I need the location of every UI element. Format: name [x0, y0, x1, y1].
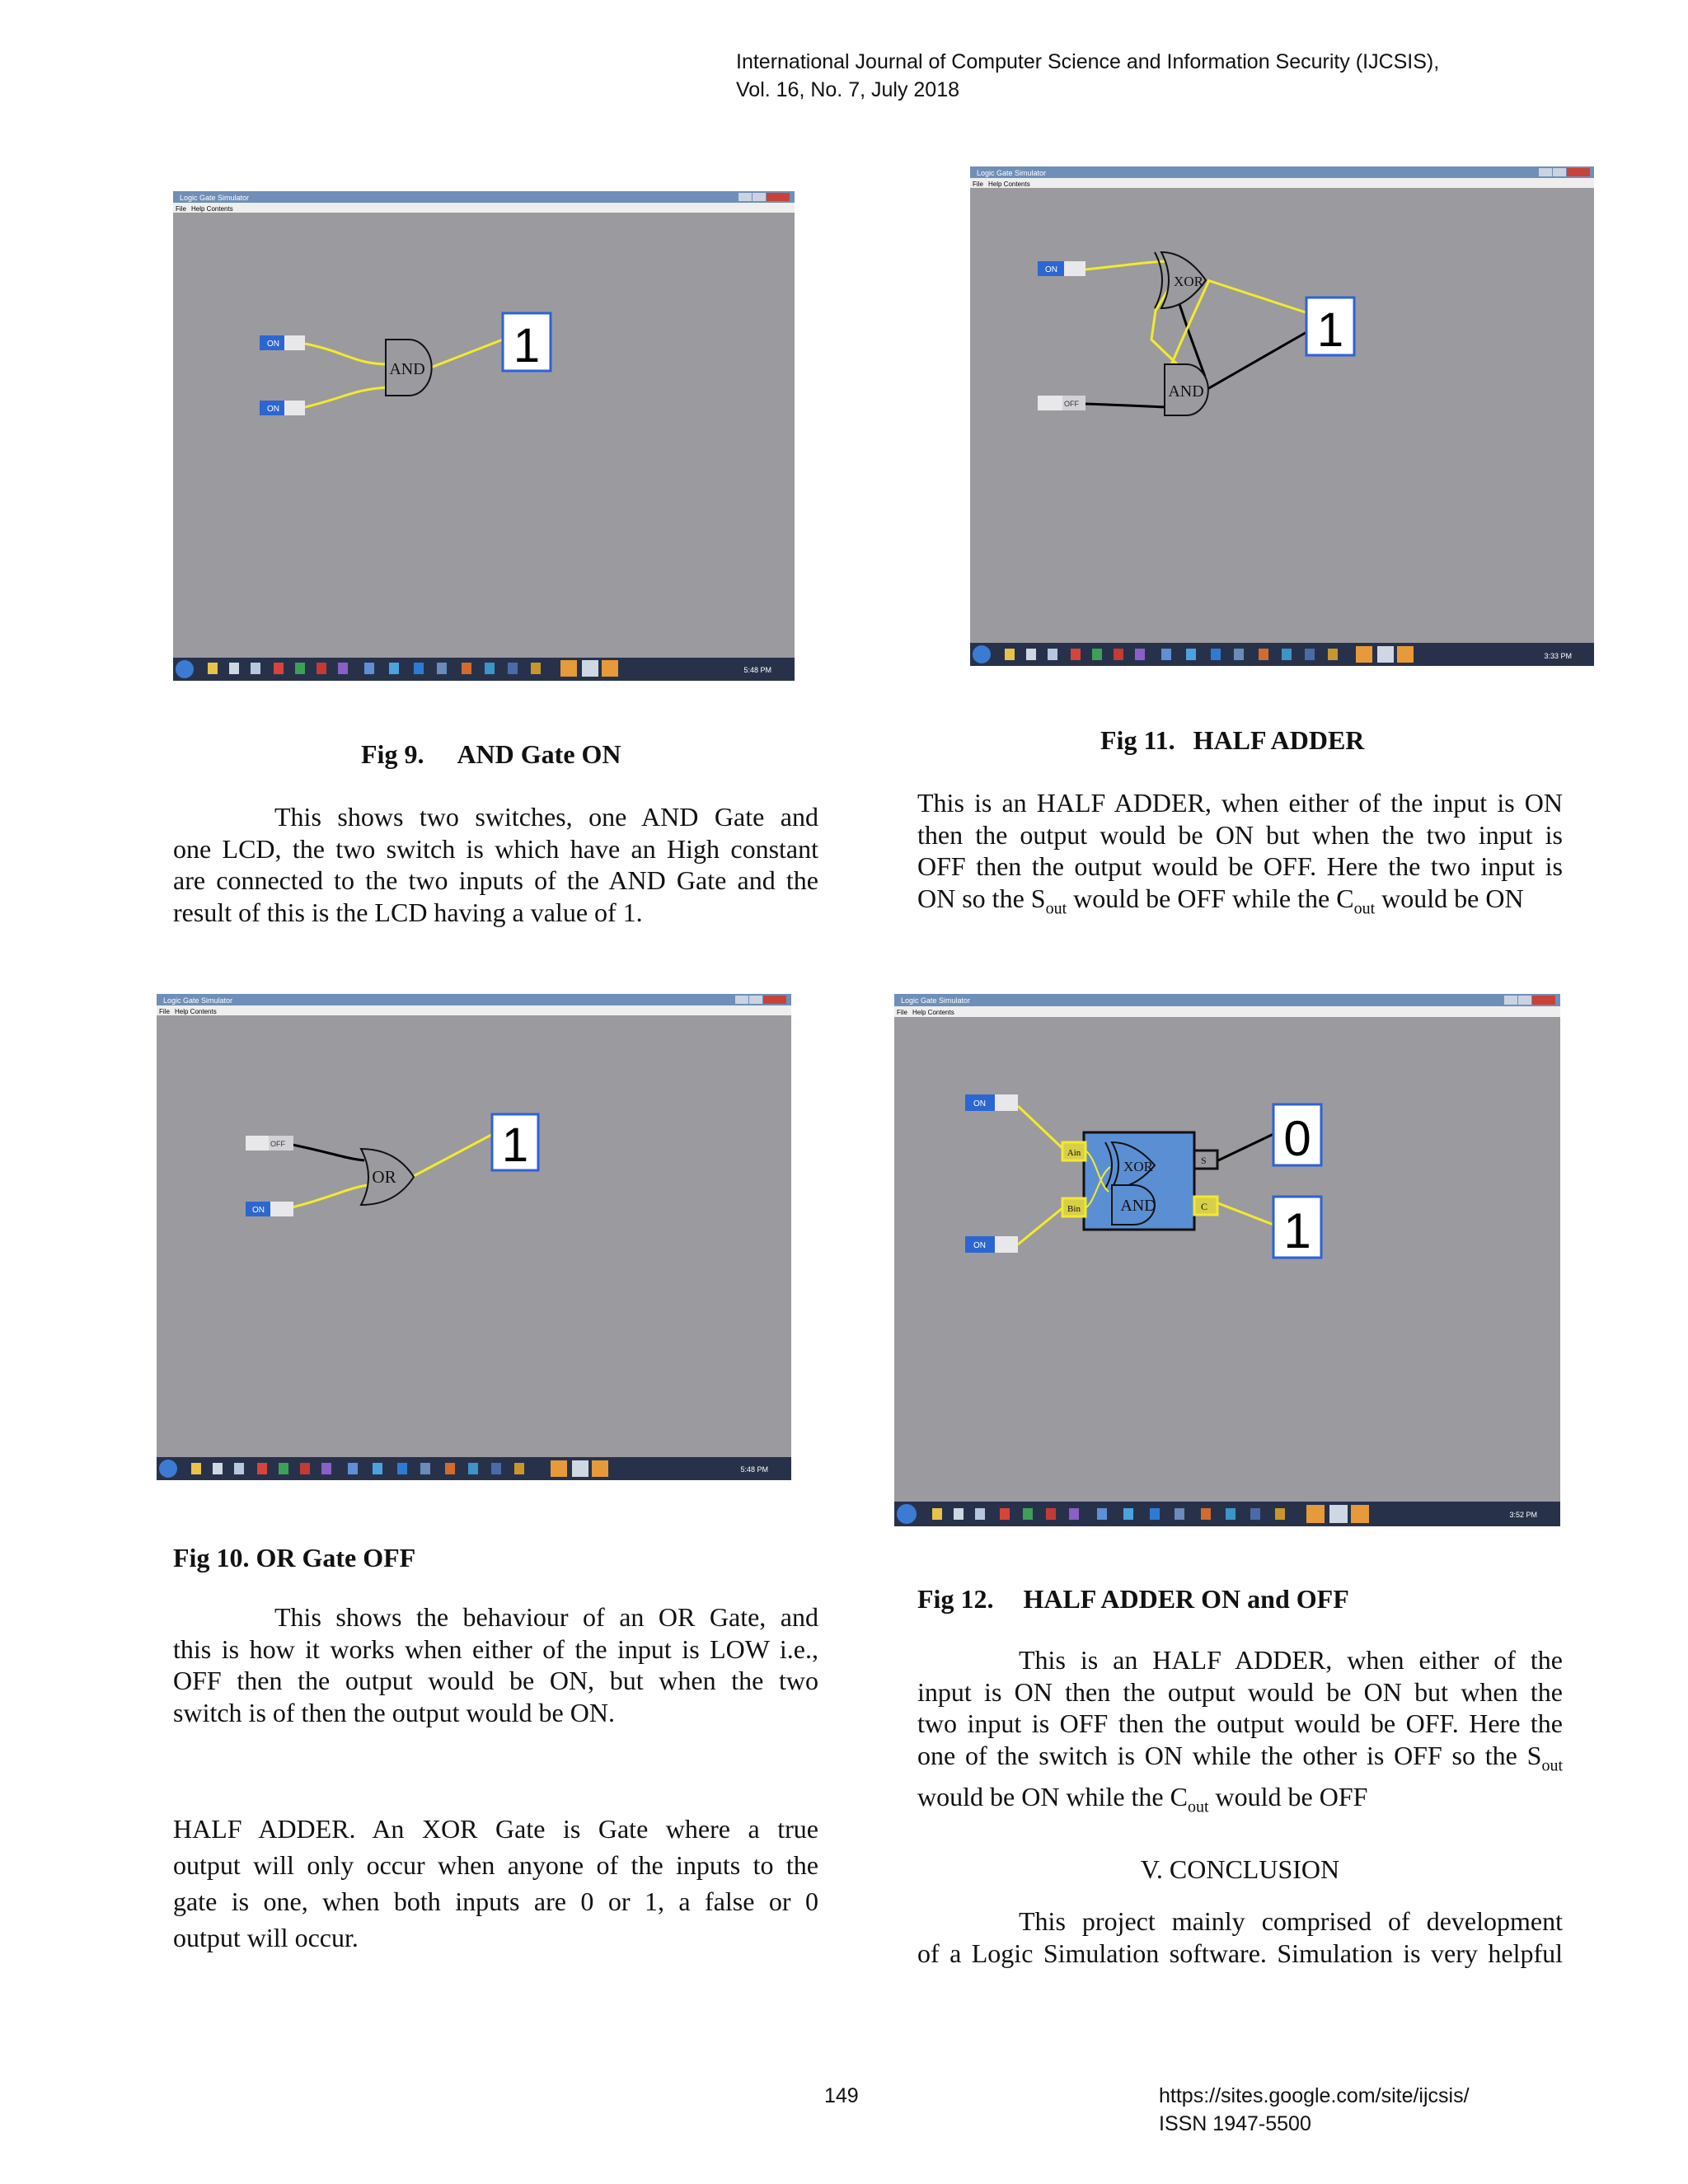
figure-10-screenshot	[157, 994, 791, 1480]
taskbar-app-icon	[954, 1508, 964, 1520]
taskbar-app-icon	[373, 1463, 382, 1474]
text-line: of a Logic Simulation software. Simulation is very helpful	[917, 1938, 1563, 1968]
text-line: This shows two switches, one AND Gate and	[274, 802, 818, 832]
input-b-label: Bin	[1067, 1204, 1081, 1214]
fig11-description	[917, 787, 1563, 924]
taskbar-app-icon	[1211, 649, 1221, 660]
taskbar-app-icon	[316, 663, 326, 674]
xor-gate-label: XOR	[1174, 274, 1203, 289]
menu-file[interactable]: File	[159, 1008, 170, 1015]
taskbar-app-icon	[1282, 649, 1292, 660]
fig10-description	[173, 1601, 818, 1728]
taskbar-app-icon	[279, 1463, 288, 1474]
title-bar	[894, 994, 1560, 1006]
window-title: Logic Gate Simulator	[977, 169, 1047, 177]
menu-file[interactable]: File	[897, 1009, 907, 1016]
taskbar-app-icon	[1397, 646, 1414, 663]
taskbar-app-icon	[932, 1508, 942, 1520]
taskbar-app-icon	[602, 660, 618, 677]
taskbar-app-icon	[234, 1463, 244, 1474]
text-line: one LCD, the two switch is which have an High constant	[173, 833, 818, 864]
taskbar-app-icon	[389, 663, 399, 674]
conclusion-paragraph	[917, 1905, 1563, 1969]
start-button[interactable]	[973, 645, 991, 663]
taskbar-app-icon	[1250, 1508, 1260, 1520]
minimize-button[interactable]	[1504, 996, 1517, 1005]
taskbar-app-icon	[1092, 649, 1102, 660]
taskbar-app-icon	[551, 1460, 567, 1477]
fig11-caption	[1100, 725, 1364, 756]
taskbar-app-icon	[508, 663, 518, 674]
taskbar-app-icon	[1071, 649, 1081, 660]
caption-number: Fig 11.	[1100, 725, 1175, 755]
taskbar-app-icon	[1306, 1505, 1325, 1523]
text-line: then the output would be ON but when the two input is	[917, 819, 1563, 850]
page-number: 149	[824, 2084, 859, 2107]
taskbar-app-icon	[1329, 1505, 1348, 1523]
text-line: would be ON while the $C_{out}$ would be OFF	[917, 1782, 1368, 1816]
taskbar-app-icon	[1005, 649, 1015, 660]
maximize-button[interactable]	[753, 193, 766, 201]
menu-bar	[157, 1005, 791, 1015]
footer-url[interactable]: https://sites.google.com/site/ijcsis/	[1159, 2084, 1470, 2107]
taskbar-app-icon	[397, 1463, 407, 1474]
lcd-carry-value: 1	[1283, 1203, 1311, 1258]
taskbar-app-icon	[414, 663, 424, 674]
taskbar-app-icon	[295, 663, 305, 674]
taskbar-app-icon	[975, 1508, 985, 1520]
and-gate-label: AND	[1168, 382, 1204, 401]
figure-12-screenshot	[894, 994, 1560, 1526]
taskbar-app-icon	[592, 1460, 608, 1477]
close-button[interactable]	[763, 996, 786, 1004]
journal-volume: Vol. 16, No. 7, July 2018	[736, 78, 960, 101]
caption-title: HALF ADDER	[1193, 725, 1365, 755]
svg-text:ON: ON	[973, 1099, 986, 1108]
switch-top[interactable]	[246, 1136, 293, 1151]
menu-bar	[970, 178, 1594, 188]
svg-text:ON: ON	[267, 405, 279, 414]
taskbar-app-icon	[1259, 649, 1268, 660]
figure-11-screenshot	[970, 166, 1594, 666]
title-bar	[157, 994, 791, 1005]
half-adder-paragraph	[173, 1811, 818, 1956]
lcd-value: 1	[1316, 303, 1344, 357]
title-bar	[173, 191, 795, 203]
taskbar-app-icon	[485, 663, 495, 674]
close-button[interactable]	[1532, 996, 1555, 1005]
taskbar-app-icon	[1114, 649, 1123, 660]
taskbar	[173, 658, 795, 681]
taskbar-app-icon	[348, 1463, 358, 1474]
footer-issn: ISSN 1947-5500	[1159, 2112, 1311, 2135]
simulation-canvas	[970, 188, 1594, 643]
title-bar	[970, 166, 1594, 178]
text-line: This project mainly comprised of development	[1019, 1906, 1563, 1936]
menu-help[interactable]: Help Contents	[175, 1008, 217, 1015]
taskbar-app-icon	[1026, 649, 1036, 660]
text-line: input is ON then the output would be ON but when the	[917, 1676, 1563, 1707]
text-line: OFF then the output would be ON, but when the two	[173, 1666, 818, 1695]
minimize-button[interactable]	[738, 193, 752, 201]
taskbar-app-icon	[1351, 1505, 1369, 1523]
taskbar-app-icon	[229, 663, 239, 674]
taskbar-app-icon	[1201, 1508, 1211, 1520]
text-line: are connected to the two inputs of the AND Gate and the	[173, 865, 818, 895]
taskbar-app-icon	[1186, 649, 1196, 660]
taskbar-app-icon	[437, 663, 447, 674]
text-line: This is an HALF ADDER, when either of the input is ON	[917, 788, 1563, 818]
caption-number: Fig 9.	[361, 739, 424, 769]
taskbar-app-icon	[582, 660, 598, 677]
switch-bottom[interactable]	[260, 401, 305, 415]
taskbar-app-icon	[1175, 1508, 1184, 1520]
xor-gate-label: XOR	[1123, 1159, 1153, 1174]
output-c-label: C	[1201, 1201, 1208, 1212]
menu-help[interactable]: Help Contents	[191, 205, 233, 213]
switch-bottom[interactable]	[965, 1236, 1018, 1253]
taskbar-app-icon	[1226, 1508, 1236, 1520]
menu-file[interactable]: File	[176, 205, 186, 213]
taskbar-app-icon	[1356, 646, 1372, 663]
text-line: switch is of then the output would be ON.	[173, 1697, 615, 1727]
lcd-value: 1	[501, 1118, 529, 1172]
clock: 3:52 PM	[1509, 1511, 1537, 1519]
taskbar-app-icon	[491, 1463, 501, 1474]
text-line: ON so the $S_{out}$ would be OFF while the $C_{out}$ would be ON	[917, 883, 1524, 917]
and-gate-label: AND	[389, 360, 425, 378]
minimize-button[interactable]	[1539, 168, 1552, 176]
taskbar-app-icon	[1097, 1508, 1107, 1520]
taskbar-app-icon	[1161, 649, 1171, 660]
text-line: result of this is the LCD having a value of 1.	[173, 897, 643, 927]
text-line: This shows the behaviour of an OR Gate, and	[274, 1602, 818, 1632]
close-button[interactable]	[1567, 168, 1590, 176]
switch-bottom[interactable]	[246, 1202, 293, 1216]
simulation-canvas	[173, 213, 795, 658]
switch-top[interactable]	[1038, 261, 1085, 276]
taskbar-app-icon	[1275, 1508, 1285, 1520]
clock: 3:33 PM	[1544, 652, 1572, 660]
taskbar-app-icon	[257, 1463, 267, 1474]
caption-title: AND Gate ON	[457, 739, 621, 769]
minimize-button[interactable]	[735, 996, 748, 1004]
start-button[interactable]	[159, 1460, 177, 1478]
menu-bar	[173, 203, 795, 213]
menu-bar	[894, 1006, 1560, 1017]
taskbar-app-icon	[420, 1463, 430, 1474]
switch-bottom[interactable]	[1038, 396, 1085, 410]
taskbar-app-icon	[462, 663, 471, 674]
svg-text:ON: ON	[252, 1206, 265, 1215]
text-line: two input is OFF then the output would be OFF. Here the	[917, 1708, 1563, 1738]
taskbar-app-icon	[208, 663, 218, 674]
fig9-caption	[361, 739, 621, 770]
caption-title: HALF ADDER ON and OFF	[1023, 1584, 1349, 1614]
clock: 5:48 PM	[743, 666, 771, 674]
taskbar-app-icon	[1328, 649, 1338, 660]
input-a-label: Ain	[1067, 1148, 1081, 1158]
fig12-caption	[917, 1584, 1349, 1615]
journal-title: International Journal of Computer Science and Information Security (IJCSIS),	[736, 50, 1440, 73]
simulation-canvas	[157, 1015, 791, 1457]
taskbar-app-icon	[445, 1463, 455, 1474]
svg-text:ON: ON	[973, 1241, 986, 1250]
caption-number: Fig 12.	[917, 1584, 994, 1614]
fig9-description	[173, 801, 818, 928]
taskbar-app-icon	[1023, 1508, 1033, 1520]
taskbar-app-icon	[1000, 1508, 1010, 1520]
switch-top[interactable]	[965, 1094, 1018, 1111]
menu-help[interactable]: Help Contents	[988, 180, 1030, 188]
taskbar-app-icon	[321, 1463, 331, 1474]
maximize-button[interactable]	[1518, 996, 1531, 1005]
start-button[interactable]	[897, 1504, 917, 1524]
menu-file[interactable]: File	[973, 180, 983, 188]
text-line: OFF then the output would be OFF. Here the two input is	[917, 851, 1563, 881]
maximize-button[interactable]	[749, 996, 762, 1004]
taskbar-app-icon	[1305, 649, 1315, 660]
svg-text:ON: ON	[1045, 265, 1057, 274]
start-button[interactable]	[176, 660, 194, 678]
taskbar-app-icon	[560, 660, 577, 677]
journal-header	[736, 48, 1439, 104]
fig12-description	[917, 1644, 1563, 1823]
taskbar-app-icon	[338, 663, 348, 674]
figure-9-screenshot	[173, 191, 795, 681]
fig10-caption: Fig 10. OR Gate OFF	[173, 1543, 416, 1572]
taskbar-app-icon	[572, 1460, 588, 1477]
taskbar-app-icon	[531, 663, 541, 674]
taskbar-app-icon	[1046, 1508, 1056, 1520]
clock: 5:48 PM	[740, 1465, 768, 1474]
window-title: Logic Gate Simulator	[901, 996, 971, 1005]
taskbar-app-icon	[1377, 646, 1394, 663]
taskbar-app-icon	[1135, 649, 1145, 660]
taskbar-app-icon	[1150, 1508, 1160, 1520]
taskbar-app-icon	[213, 1463, 223, 1474]
taskbar-app-icon	[364, 663, 374, 674]
lcd-sum-value: 0	[1283, 1111, 1311, 1166]
taskbar-app-icon	[514, 1463, 524, 1474]
close-button[interactable]	[767, 193, 790, 201]
simulation-canvas	[894, 1017, 1560, 1502]
taskbar-app-icon	[1234, 649, 1244, 660]
text-line: output will only occur when anyone of the inputs to the	[173, 1850, 818, 1880]
and-gate-label: AND	[1120, 1197, 1156, 1215]
window-title: Logic Gate Simulator	[163, 996, 233, 1005]
text-line: output will occur.	[173, 1923, 359, 1952]
taskbar-app-icon	[191, 1463, 201, 1474]
section-title: V. CONCLUSION	[1140, 1854, 1340, 1884]
svg-text:OFF: OFF	[1064, 400, 1079, 408]
switch-top[interactable]	[260, 335, 305, 350]
text-line: this is how it works when either of the input is LOW i.e.,	[173, 1633, 818, 1664]
maximize-button[interactable]	[1553, 168, 1566, 176]
taskbar-app-icon	[1048, 649, 1057, 660]
menu-help[interactable]: Help Contents	[912, 1009, 954, 1016]
taskbar-app-icon	[300, 1463, 310, 1474]
taskbar-app-icon	[274, 663, 284, 674]
or-gate-label: OR	[372, 1167, 396, 1187]
window-title: Logic Gate Simulator	[180, 194, 250, 202]
svg-text:ON: ON	[267, 340, 279, 349]
taskbar-app-icon	[1069, 1508, 1079, 1520]
taskbar-app-icon	[251, 663, 260, 674]
output-s-label: S	[1201, 1155, 1207, 1166]
svg-text:OFF: OFF	[270, 1140, 285, 1148]
text-line: This is an HALF ADDER, when either of the	[1019, 1645, 1563, 1675]
taskbar-app-icon	[1123, 1508, 1133, 1520]
text-line: gate is one, when both inputs are 0 or 1, a false or 0	[173, 1886, 818, 1916]
text-line: one of the switch is ON while the other is OFF so the $S_{out}$	[917, 1740, 1563, 1774]
taskbar-app-icon	[468, 1463, 478, 1474]
lcd-value: 1	[513, 319, 541, 373]
text-line: HALF ADDER. An XOR Gate is Gate where a true	[173, 1814, 818, 1844]
